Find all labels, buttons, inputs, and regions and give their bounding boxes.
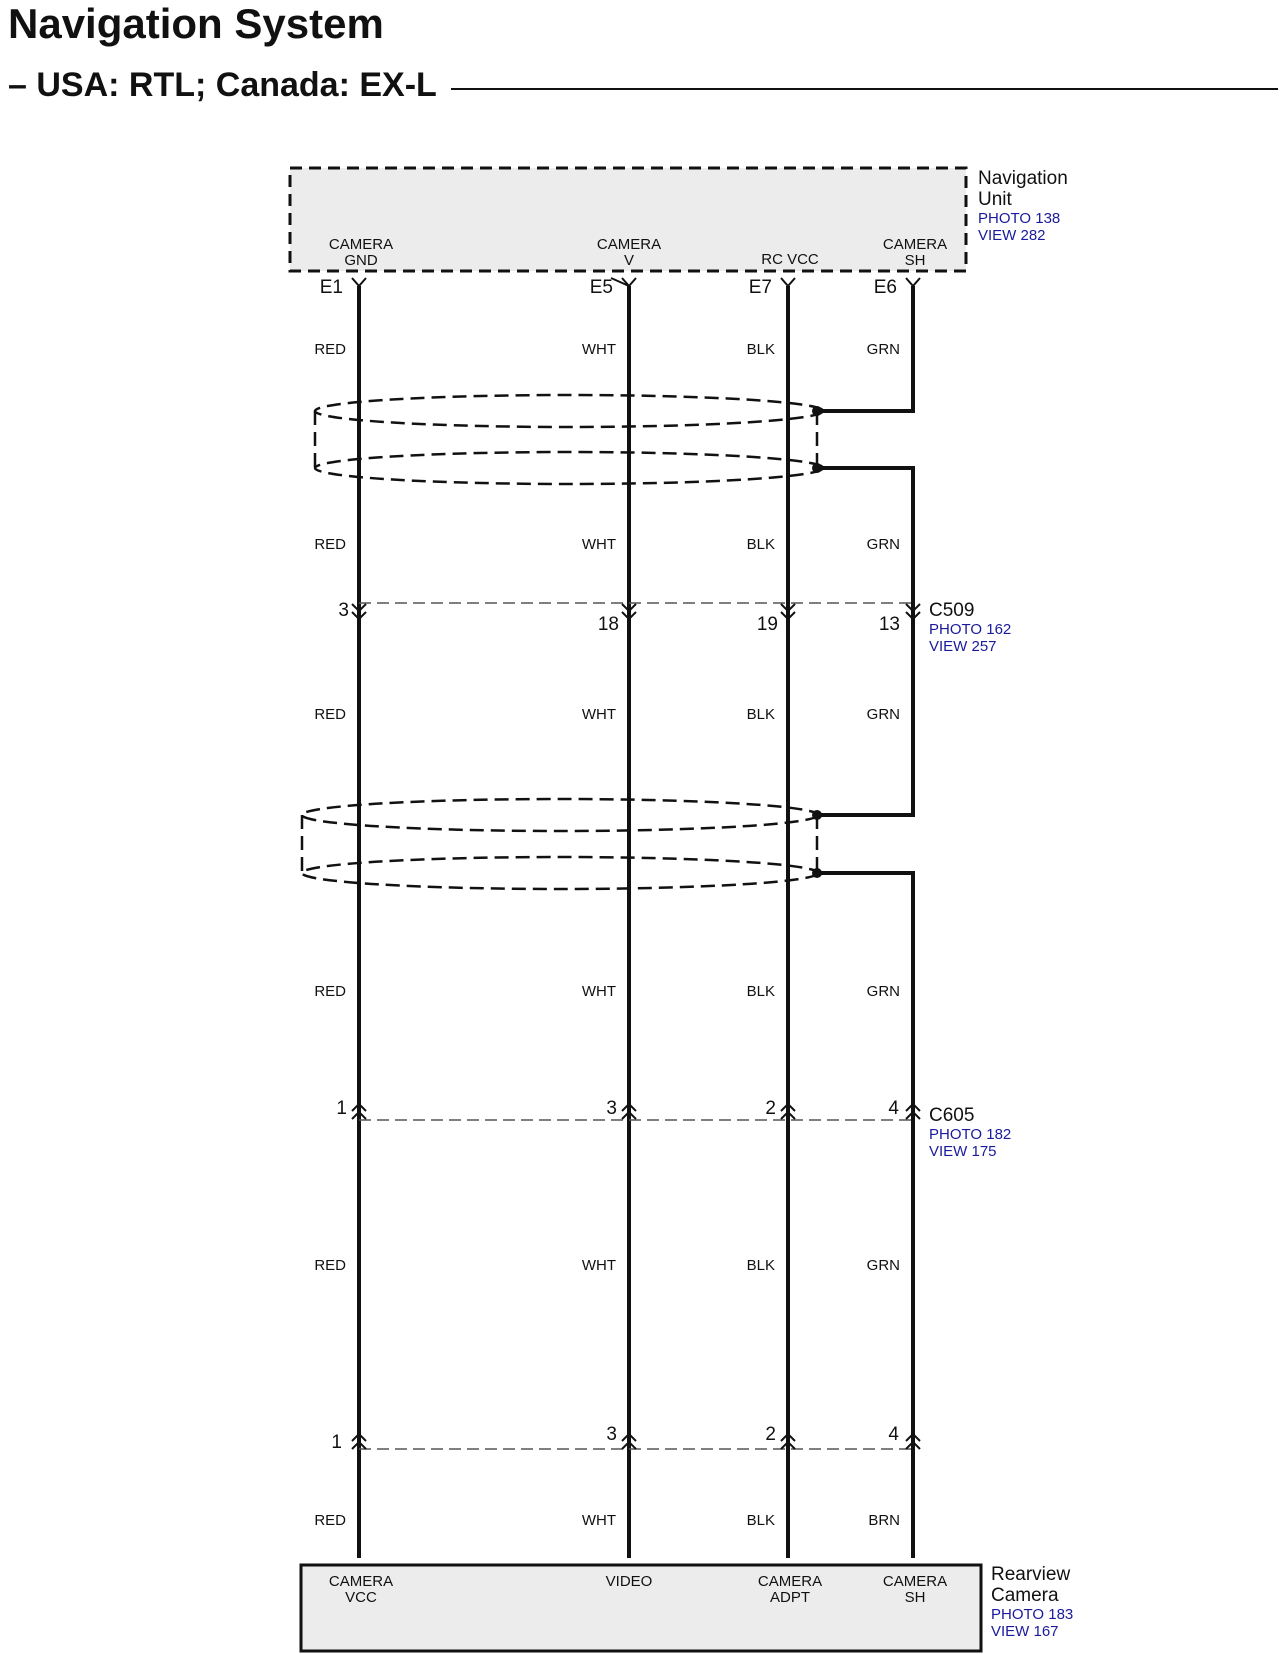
c509-pin: 3 [338,600,349,621]
wire-color-label: GRN [866,1257,900,1274]
c509-name: C509 [929,600,975,621]
page-subtitle: – USA: RTL; Canada: EX-L [8,66,451,105]
camera-connector-terminal-symbols [352,1434,920,1449]
c605-photo: PHOTO 182 [929,1126,1012,1143]
wire-color-label: GRN [866,983,900,1000]
wire-color-label: GRN [866,341,900,358]
wire-color-label: RED [314,706,346,723]
wire-color-label: BLK [746,536,775,553]
nav-pin-label: E7 [748,277,772,298]
nav-unit-terminal-symbols [352,278,920,286]
camera-connector-pin: 2 [765,1424,776,1445]
nav-terminal-label: V [623,252,635,269]
nav-unit-view: VIEW 282 [978,227,1046,244]
c509-pin: 19 [756,614,778,635]
page-title: Navigation System [8,0,384,47]
c605-pin: 4 [888,1098,899,1119]
c605-terminal-symbols [352,1104,920,1119]
rearview-camera-name-1: Rearview [991,1564,1071,1585]
wire-color-label: WHT [581,1257,616,1274]
wire-color-label: BLK [746,341,775,358]
wire-color-label: RED [314,536,346,553]
c605-pin: 1 [336,1098,347,1119]
nav-unit-photo: PHOTO 138 [978,210,1061,227]
camera-terminal-label: VCC [345,1589,377,1606]
wire-color-label: WHT [581,1512,616,1529]
camera-terminal-label: CAMERA [328,1573,394,1590]
c605-pin: 2 [765,1098,776,1119]
wire-grn-shield [817,286,913,1558]
wire-color-label: WHT [581,341,616,358]
wire-color-label: WHT [581,983,616,1000]
nav-pin-label: E1 [319,277,343,298]
wire-color-label: WHT [581,536,616,553]
wire-color-label: RED [314,983,346,1000]
shield-2-drain-dot-bottom [812,868,822,878]
c509-pin: 18 [597,614,619,635]
nav-terminal-label: RC VCC [761,251,819,268]
wire-color-label: BLK [746,1257,775,1274]
nav-terminal-label: CAMERA [328,236,394,253]
shield-2-drain-dot-top [812,810,822,820]
camera-terminal-label: CAMERA [757,1573,823,1590]
rearview-camera-view: VIEW 167 [991,1623,1059,1640]
wire-color-label: GRN [866,706,900,723]
wire-color-label: BLK [746,1512,775,1529]
c509-pin: 13 [878,614,900,635]
camera-connector-pin: 1 [331,1432,342,1453]
camera-terminal-label: ADPT [769,1589,811,1606]
wire-color-label: BLK [746,983,775,1000]
nav-unit-name-2: Unit [978,189,1012,210]
wire-color-label: GRN [866,536,900,553]
wire-color-label: BLK [746,706,775,723]
nav-terminal-label: CAMERA [882,236,948,253]
wire-color-label: BRN [868,1512,900,1529]
camera-connector-pin: 3 [606,1424,617,1445]
nav-unit-name-1: Navigation [978,168,1068,189]
shield-1-drain-dot-bottom [812,463,822,473]
nav-terminal-label: SH [904,252,926,269]
wire-color-label: RED [314,1257,346,1274]
wire-color-label: RED [314,1512,346,1529]
shield-1-drain-dot-top [812,406,822,416]
c509-terminal-symbols [352,604,920,619]
nav-pin-label: E5 [589,277,613,298]
shield-1 [315,395,823,484]
nav-terminal-label: GND [344,252,378,269]
camera-terminal-label: SH [904,1589,926,1606]
c509-view: VIEW 257 [929,638,997,655]
camera-connector-pin: 4 [888,1424,899,1445]
camera-terminal-label: CAMERA [882,1573,948,1590]
c605-view: VIEW 175 [929,1143,997,1160]
shield-2 [302,799,818,889]
nav-pin-label: E6 [873,277,897,298]
camera-terminal-label: VIDEO [605,1573,653,1590]
c605-pin: 3 [606,1098,617,1119]
c509-photo: PHOTO 162 [929,621,1012,638]
rearview-camera-name-2: Camera [991,1585,1059,1606]
wire-color-label: WHT [581,706,616,723]
c605-name: C605 [929,1105,975,1126]
nav-terminal-label: CAMERA [596,236,662,253]
rearview-camera-photo: PHOTO 183 [991,1606,1074,1623]
wire-color-label: RED [314,341,346,358]
